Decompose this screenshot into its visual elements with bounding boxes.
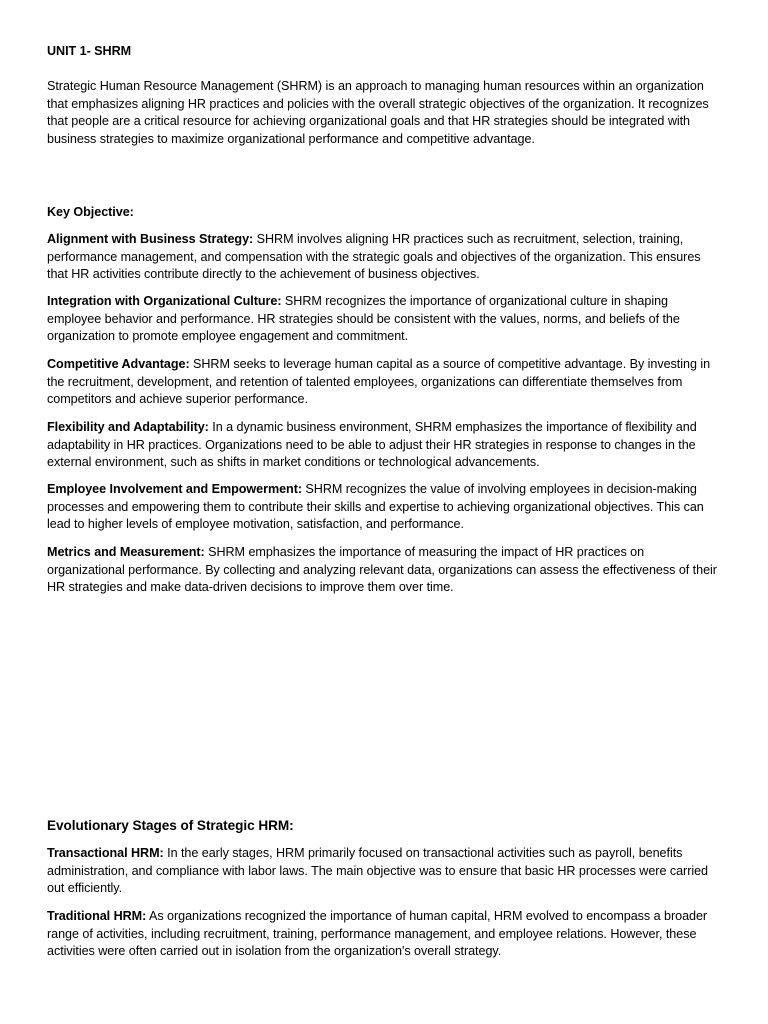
objective-term: Flexibility and Adaptability: <box>47 420 209 434</box>
objective-paragraph <box>47 231 723 284</box>
document-title: UNIT 1- SHRM <box>47 44 132 58</box>
evolution-heading: Evolutionary Stages of Strategic HRM: <box>47 818 294 833</box>
objective-paragraph <box>47 419 723 472</box>
objective-text: SHRM seeks to leverage human capital as a source of competitive advantage. By investing in the recruitment, development, and retention of talented employees, organizations can differentiate themselves from competitors and achieve superior performance. <box>47 357 711 407</box>
objective-term: Metrics and Measurement: <box>47 545 205 559</box>
objective-text: SHRM emphasizes the importance of measuring the impact of HR practices on organizational performance. By collecting and analyzing relevant data, organizations can assess the effectiveness of their HR strategies and make data-driven decisions to improve them over time. <box>47 545 717 595</box>
objective-paragraph <box>47 356 723 409</box>
objective-text: SHRM recognizes the importance of organizational culture in shaping employee behavior and performance. HR strategies should be consistent with the values, norms, and beliefs of the organization to promote employee engagement and commitment. <box>47 294 680 344</box>
stage-paragraph <box>47 845 723 898</box>
objective-term: Alignment with Business Strategy: <box>47 232 254 246</box>
objective-paragraph <box>47 293 723 346</box>
objective-paragraph <box>47 481 723 534</box>
objective-text: SHRM recognizes the value of involving employees in decision-making processes and empowering them to contribute their skills and expertise to achieving organizational objectives. This can lead to higher levels of employee motivation, satisfaction, and performance. <box>47 482 704 532</box>
objective-text: SHRM involves aligning HR practices such as recruitment, selection, training, performance management, and compensation with the strategic goals and objectives of the organization. This ensures that HR activities contribute directly to the achievement of business objectives. <box>47 232 701 282</box>
stage-paragraph <box>47 908 723 961</box>
stage-term: Traditional HRM: <box>47 909 147 923</box>
objective-term: Integration with Organizational Culture: <box>47 294 282 308</box>
intro-paragraph: Strategic Human Resource Management (SHRM) is an approach to managing human resources within an organization that emphasizes aligning HR practices and policies with the overall strategic objectives of the organization. It recognizes that people are a critical resource for achieving organizational goals and that HR strategies should be integrated with business strategies to maximize organizational performance and competitive advantage. <box>47 79 709 146</box>
objective-paragraph <box>47 544 723 597</box>
key-objective-heading: Key Objective: <box>47 205 134 219</box>
stage-text: As organizations recognized the importance of human capital, HRM evolved to encompass a broader range of activities, including recruitment, training, performance management, and employee relations. However, these activities were often carried out in isolation from the organization's overall strategy. <box>47 909 708 959</box>
stage-term: Transactional HRM: <box>47 846 164 860</box>
objective-term: Employee Involvement and Empowerment: <box>47 482 302 496</box>
objective-term: Competitive Advantage: <box>47 357 190 371</box>
stage-text: In the early stages, HRM primarily focused on transactional activities such as payroll, benefits administration, and compliance with labor laws. The main objective was to ensure that basic HR processes were carried out efficiently. <box>47 846 708 896</box>
objective-text: In a dynamic business environment, SHRM emphasizes the importance of flexibility and adaptability in HR practices. Organizations need to be able to adjust their HR strategies in response to changes in the external environment, such as shifts in market conditions or technological advancements. <box>47 420 697 470</box>
